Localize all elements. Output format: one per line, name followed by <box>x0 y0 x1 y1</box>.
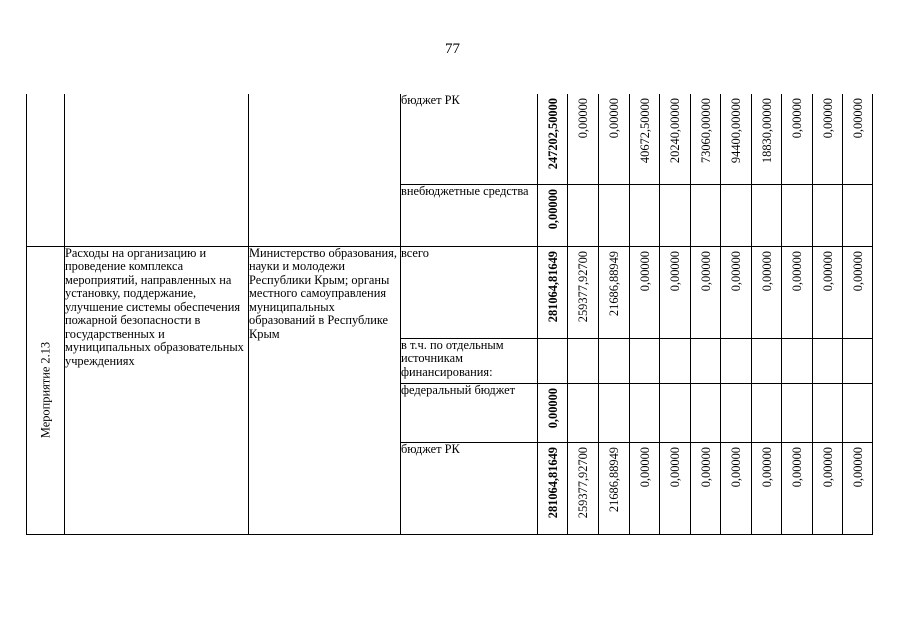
year-amount-cell <box>752 184 782 246</box>
funding-source: в т.ч. по отдельным источникам финансирования: <box>401 338 538 383</box>
total-amount-cell <box>538 94 568 184</box>
total-amount-cell <box>538 184 568 246</box>
year-amount: 0,00000 <box>637 446 652 487</box>
year-amount-cell <box>843 338 873 383</box>
year-amount: 0,00000 <box>576 98 590 139</box>
total-amount-cell <box>538 442 568 534</box>
year-amount-cell <box>660 383 691 442</box>
year-amount-cell <box>813 94 843 184</box>
year-amount-cell <box>691 442 721 534</box>
year-amount-cell <box>599 184 630 246</box>
year-amount: 0,00000 <box>668 446 682 487</box>
year-amount-cell <box>752 338 782 383</box>
year-amount-cell <box>691 338 721 383</box>
year-amount: 0,00000 <box>759 250 774 291</box>
year-amount-cell <box>691 383 721 442</box>
year-amount-cell <box>568 338 599 383</box>
year-amount-cell <box>721 442 752 534</box>
year-amount: 0,00000 <box>698 446 713 487</box>
year-amount-cell <box>630 94 660 184</box>
year-amount-cell <box>782 383 813 442</box>
year-amount-cell <box>568 246 599 338</box>
year-amount-cell <box>843 442 873 534</box>
year-amount-cell <box>630 442 660 534</box>
total-amount-cell <box>538 338 568 383</box>
measure-executor: Министерство образования, науки и молодежи Республики Крым; органы местного самоуправления муниципальных образований в Республике Крым <box>249 246 401 534</box>
year-amount-cell <box>630 383 660 442</box>
funding-source: внебюджетные средства <box>401 184 538 246</box>
year-amount-cell <box>630 338 660 383</box>
year-amount-cell <box>843 383 873 442</box>
year-amount-cell <box>813 246 843 338</box>
measure-label-cell <box>27 246 65 534</box>
year-amount-cell <box>782 442 813 534</box>
year-amount-cell <box>843 184 873 246</box>
year-amount-cell <box>660 338 691 383</box>
year-amount: 0,00000 <box>668 250 682 291</box>
year-amount-cell <box>813 442 843 534</box>
year-amount-cell <box>782 94 813 184</box>
measure-description: Расходы на организацию и проведение комплекса мероприятий, направленных на установку, поддержание, улучшение системы обеспечения пожарной безопасности в государственных и муниципальных образовательных учреждениях <box>65 246 249 534</box>
year-amount: 0,00000 <box>637 250 652 291</box>
year-amount-cell <box>721 338 752 383</box>
year-amount: 0,00000 <box>820 250 835 291</box>
year-amount-cell <box>782 184 813 246</box>
year-amount: 0,00000 <box>820 98 835 139</box>
year-amount-cell <box>630 184 660 246</box>
year-amount: 0,00000 <box>850 250 865 291</box>
year-amount-cell <box>691 184 721 246</box>
year-amount-cell <box>782 246 813 338</box>
year-amount-cell <box>721 246 752 338</box>
year-amount-cell <box>843 94 873 184</box>
measure-description-cell-prev <box>65 94 249 246</box>
year-amount-cell <box>752 383 782 442</box>
table-row <box>27 246 873 338</box>
year-amount: 0,00000 <box>850 98 865 139</box>
year-amount: 0,00000 <box>607 98 621 139</box>
measure-executor-cell-prev <box>249 94 401 246</box>
year-amount-cell <box>630 246 660 338</box>
year-amount: 0,00000 <box>850 446 865 487</box>
page-number: 77 <box>445 41 460 57</box>
year-amount-cell <box>568 383 599 442</box>
funding-source: бюджет РК <box>401 94 538 184</box>
year-amount-cell <box>843 246 873 338</box>
year-amount-cell <box>721 184 752 246</box>
year-amount-cell <box>660 246 691 338</box>
year-amount-cell <box>752 94 782 184</box>
total-amount-cell <box>538 246 568 338</box>
total-amount: 281064,81649 <box>545 446 560 518</box>
year-amount: 0,00000 <box>790 98 804 139</box>
year-amount-cell <box>599 94 630 184</box>
year-amount-cell <box>568 94 599 184</box>
year-amount-cell <box>660 184 691 246</box>
year-amount: 0,00000 <box>790 250 804 291</box>
year-amount: 0,00000 <box>729 446 743 487</box>
year-amount-cell <box>599 442 630 534</box>
year-amount-cell <box>660 442 691 534</box>
measure-label: Мероприятие 2.13 <box>37 341 52 439</box>
year-amount: 21686,88949 <box>607 446 621 512</box>
year-amount-cell <box>813 338 843 383</box>
total-amount: 0,00000 <box>545 188 560 229</box>
year-amount: 0,00000 <box>759 446 774 487</box>
year-amount-cell <box>752 442 782 534</box>
year-amount-cell <box>752 246 782 338</box>
year-amount-cell <box>782 338 813 383</box>
year-amount-cell <box>599 338 630 383</box>
year-amount-cell <box>691 94 721 184</box>
measure-label-cell-prev <box>27 94 65 246</box>
funding-source: бюджет РК <box>401 442 538 534</box>
funding-source: всего <box>401 246 538 338</box>
year-amount-cell <box>721 94 752 184</box>
total-amount: 281064,81649 <box>545 250 560 322</box>
year-amount-cell <box>691 246 721 338</box>
funding-table <box>26 94 873 535</box>
year-amount: 40672,50000 <box>637 98 652 164</box>
year-amount: 21686,88949 <box>607 250 621 316</box>
year-amount-cell <box>599 383 630 442</box>
year-amount: 259377,92700 <box>576 446 590 518</box>
year-amount-cell <box>721 383 752 442</box>
year-amount-cell <box>599 246 630 338</box>
total-amount: 247202,50000 <box>545 98 560 170</box>
year-amount-cell <box>660 94 691 184</box>
funding-source: федеральный бюджет <box>401 383 538 442</box>
year-amount-cell <box>568 442 599 534</box>
table-row <box>27 94 873 184</box>
year-amount: 73060,00000 <box>698 98 713 164</box>
year-amount-cell <box>813 383 843 442</box>
year-amount: 0,00000 <box>729 250 743 291</box>
year-amount-cell <box>813 184 843 246</box>
year-amount: 18830,00000 <box>759 98 774 164</box>
year-amount: 20240,00000 <box>668 98 682 164</box>
year-amount: 0,00000 <box>790 446 804 487</box>
total-amount-cell <box>538 383 568 442</box>
year-amount: 0,00000 <box>820 446 835 487</box>
total-amount: 0,00000 <box>545 387 560 428</box>
year-amount: 0,00000 <box>698 250 713 291</box>
year-amount-cell <box>568 184 599 246</box>
year-amount: 94400,00000 <box>729 98 743 164</box>
year-amount: 259377,92700 <box>576 250 590 322</box>
